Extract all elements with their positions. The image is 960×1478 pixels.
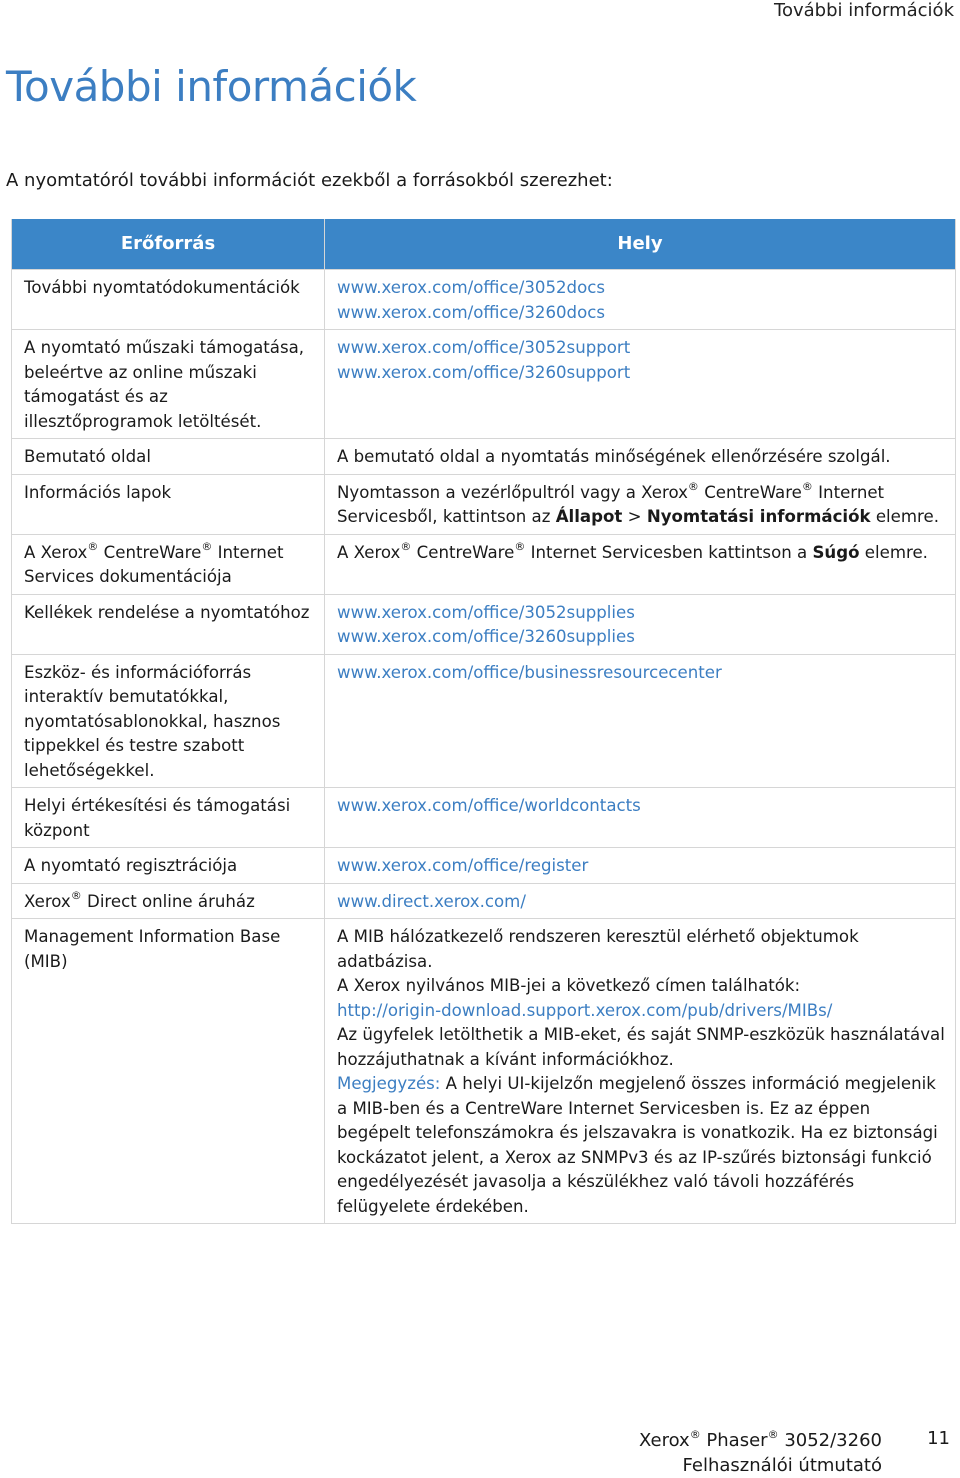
resource-cell: Bemutató oldal (12, 439, 325, 475)
note-label: Megjegyzés: (337, 1074, 441, 1093)
location-cell (325, 330, 956, 439)
mib-paragraph: A MIB hálózatkezelő rendszeren keresztül elérhető objektumok adatbázisa. (337, 927, 859, 971)
location-cell (325, 883, 956, 919)
table-row (12, 594, 956, 654)
footer-product: Phaser (706, 1430, 768, 1451)
resource-cell: Helyi értékesítési és támogatási központ (12, 788, 325, 848)
note (337, 1072, 947, 1219)
text-fragment: CentreWare (704, 482, 802, 502)
resource-cell: Kellékek rendelése a nyomtatóhoz (12, 594, 325, 654)
text-fragment: CentreWare (416, 542, 515, 562)
link[interactable]: www.xerox.com/office/businessresourcecenter (337, 662, 722, 682)
footer (639, 1428, 882, 1478)
text-fragment: elemre. (875, 507, 939, 526)
resource-cell: Eszköz- és információforrás interaktív bemutatókkal, nyomtatósablonokkal, hasznos tippekkel és testre szabott lehetőségekkel. (12, 654, 325, 788)
link[interactable]: www.direct.xerox.com/ (337, 891, 526, 911)
registered-mark: ® (801, 479, 813, 493)
text-fragment: elemre. (864, 542, 928, 562)
note-text: A helyi UI-kijelzőn megjelenő összes információ megjelenik a MIB-ben és a CentreWare Internet Servicesben is. Ez az éppen begépelt telefonszámokra és jelszavakra is vonatkozik. Ha ez biztonsági kockázatot jelent, a Xerox az SNMPv3 és az IP-szűrés biztonsági funkció engedélyezését javasolja a készülékhez való távoli hozzáférés felügyelete érdekében. (337, 1074, 938, 1216)
footer-brand: Xerox (638, 1430, 690, 1451)
menu-path-print-info: Nyomtatási információk (646, 507, 871, 526)
link[interactable]: www.xerox.com/office/register (337, 856, 589, 875)
resource-cell (12, 534, 325, 594)
link[interactable]: www.xerox.com/office/3260supplies (337, 627, 635, 646)
footer-product-line (639, 1428, 882, 1453)
running-header: További információk (774, 0, 954, 21)
table-row (12, 788, 956, 848)
text-fragment: Internet Servicesből, kattintson az (337, 482, 885, 526)
footer-guide: Felhasználói útmutató (682, 1455, 882, 1476)
table-row (12, 439, 956, 475)
mib-download-link[interactable]: http://origin-download.support.xerox.com/pub/drivers/MIBs/ (337, 1000, 833, 1020)
mib-paragraph: A Xerox nyilvános MIB-jei a következő címen találhatók: (337, 976, 801, 995)
page-number: 11 (927, 1428, 950, 1449)
location-cell (325, 788, 956, 848)
mib-paragraph: Az ügyfelek letölthetik a MIB-eket, és saját SNMP-eszközük használatával hozzájuthatnak a kívánt információkhoz. (337, 1025, 945, 1069)
intro-text: A nyomtatóról további információt ezekből a forrásokból szerezhet: (6, 170, 613, 191)
link[interactable]: www.xerox.com/office/3260support (337, 362, 631, 382)
table-row (12, 883, 956, 919)
menu-help: Súgó (812, 542, 860, 562)
text-fragment: A Xerox (24, 542, 88, 562)
registered-mark: ® (689, 1428, 701, 1441)
column-header-resource: Erőforrás (12, 219, 325, 270)
menu-path-separator: > (627, 507, 642, 526)
resource-cell: További nyomtatódokumentációk (12, 270, 325, 330)
location-cell: A bemutató oldal a nyomtatás minőségének ellenőrzésére szolgál. (325, 439, 956, 475)
link[interactable]: www.xerox.com/office/3052supplies (337, 602, 635, 622)
table-row (12, 270, 956, 330)
registered-mark: ® (687, 479, 699, 493)
menu-path-status: Állapot (555, 507, 623, 526)
text-fragment: Internet Services dokumentációja (24, 542, 284, 586)
registered-mark: ® (87, 539, 99, 553)
location-cell (325, 848, 956, 884)
text-fragment: Nyomtasson a vezérlőpultról vagy a Xerox (337, 482, 688, 502)
table-row (12, 330, 956, 439)
column-header-location: Hely (325, 219, 956, 270)
page-title: További információk (6, 62, 417, 111)
footer-model: 3052/3260 (784, 1430, 882, 1451)
registered-mark: ® (514, 539, 526, 553)
resource-cell (12, 883, 325, 919)
link[interactable]: www.xerox.com/office/worldcontacts (337, 796, 641, 815)
link[interactable]: www.xerox.com/office/3052docs (337, 278, 606, 297)
link[interactable]: www.xerox.com/office/3052support (337, 338, 631, 357)
location-cell (325, 534, 956, 594)
resources-table (11, 219, 956, 1224)
registered-mark: ® (400, 539, 412, 553)
resource-cell: A nyomtató műszaki támogatása, beleértve az online műszaki támogatást és az illesztőprogramok letöltését. (12, 330, 325, 439)
resource-cell: Információs lapok (12, 474, 325, 534)
text-fragment: CentreWare (103, 542, 202, 562)
resource-cell: Management Information Base (MIB) (12, 919, 325, 1224)
location-cell (325, 919, 956, 1224)
text-fragment: Direct online áruház (87, 891, 255, 911)
location-cell (325, 654, 956, 788)
text-fragment: A Xerox (337, 542, 401, 562)
location-cell (325, 474, 956, 534)
resource-cell: A nyomtató regisztrációja (12, 848, 325, 884)
table-row (12, 474, 956, 534)
table-header-row (12, 219, 956, 270)
registered-mark: ® (70, 888, 82, 902)
location-cell (325, 594, 956, 654)
table-row (12, 848, 956, 884)
text-fragment: Xerox (24, 891, 71, 911)
registered-mark: ® (201, 539, 213, 553)
table-row (12, 654, 956, 788)
link[interactable]: www.xerox.com/office/3260docs (337, 302, 606, 322)
table-row (12, 919, 956, 1224)
table-row (12, 534, 956, 594)
registered-mark: ® (767, 1428, 779, 1441)
text-fragment: Internet Servicesben kattintson a (530, 542, 808, 562)
location-cell (325, 270, 956, 330)
